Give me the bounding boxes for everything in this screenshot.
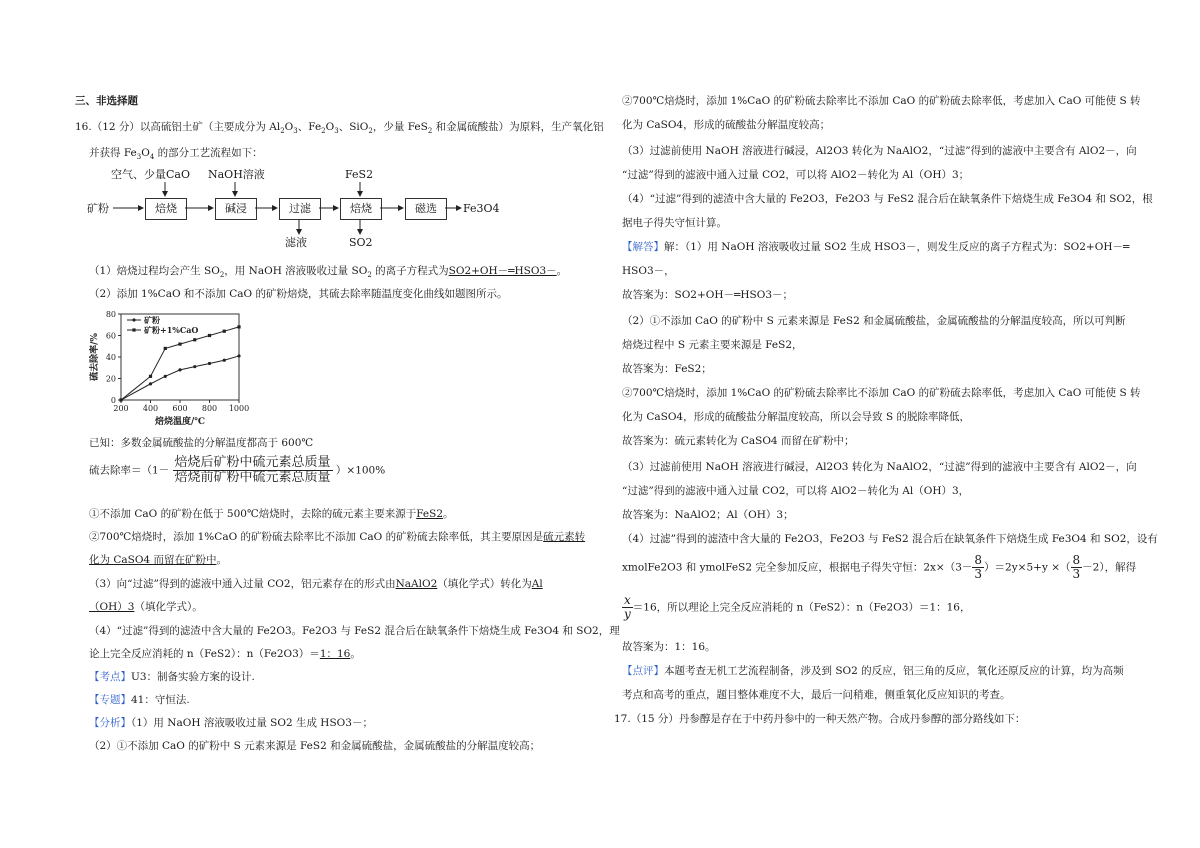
r-line-1: ②700℃焙烧时，添加 1%CaO 的矿粉硫去除率比不添加 CaO 的矿粉硫去除率低，考虑加入 CaO 可能使 S 转 xyxy=(622,95,1141,107)
r-line-7-text: 解：（1）用 NaOH 溶液吸收过量 SO2 生成 HSO3－，则发生反应的离子方程式为：SO2+OH－═ xyxy=(664,241,1130,253)
r-line-22: 故答案为：1：16。 xyxy=(622,641,716,653)
r-line-20 xyxy=(622,554,1136,581)
flow-box-magnetic: 磁选 xyxy=(405,198,447,220)
r-line-6: 据电子得失守恒计算。 xyxy=(622,217,727,229)
flow-output: Fe3O4 xyxy=(463,202,500,215)
q4-answer: 1：16 xyxy=(319,648,351,660)
flow-above-1: 空气、少量CaO xyxy=(111,168,190,181)
r-line-11: 焙烧过程中 S 元素主要来源是 FeS2， xyxy=(622,339,803,351)
r-line-9: 故答案为：SO2+OH－═HSO3－； xyxy=(622,289,794,301)
legend-marker xyxy=(132,328,135,331)
eq-fraction-1-den: 3 xyxy=(974,567,983,581)
data-point xyxy=(164,375,167,378)
r-line-20-a: xmolFe2O3 和 ymolFeS2 完全参加反应，根据电子得失守恒：2x×（3－ xyxy=(622,561,973,574)
r-line-12: 故答案为：FeS2； xyxy=(622,363,712,375)
q3-answer1: NaAlO2 xyxy=(395,578,438,590)
data-point xyxy=(193,338,196,341)
q16-part1: （1）焙烧过程均会产生 $SO_2$，用 NaOH 溶液吸收过量 $SO_2$ 的离子方程式为SO2+OH－═HSO3－。 xyxy=(89,265,568,280)
eq-fraction-2-num: 8 xyxy=(1072,553,1081,567)
fenxi-1: （1）用 NaOH 溶液吸收过量 SO2 生成 HSO3－； xyxy=(131,717,373,729)
q16-line1-b: O xyxy=(284,121,294,133)
xy-fraction-num: x xyxy=(624,593,631,607)
formula-prefix: 硫去除率＝（1－ xyxy=(89,464,170,477)
q16-line1-a: 16.（12 分）以高硫铝土矿（主要成分为 Al xyxy=(75,121,281,133)
r-line-13: ②700℃焙烧时，添加 1%CaO 的矿粉硫去除率比不添加 CaO 的矿粉硫去除率低，考虑加入 CaO 可能使 S 转 xyxy=(622,387,1141,399)
q1-text-b: ，用 NaOH 溶液吸收过量 SO xyxy=(224,265,368,277)
r-line-19: （4）过滤”得到的滤渣中含大量的 Fe2O3，Fe2O3 与 FeS2 混合后在缺氧条件下焙烧生成 Fe3O4 和 SO2，设有 xyxy=(622,533,1158,545)
y-tick-label: 20 xyxy=(105,374,116,384)
q4-text2: 论上完全反应消耗的 n（FeS2）：n（Fe2O3）＝ xyxy=(89,648,320,660)
q3-answer2: Al xyxy=(531,578,543,590)
legend-label-1: 矿粉+1%CaO xyxy=(144,325,199,335)
kaodian-text: U3：制备实验方案的设计. xyxy=(131,671,255,683)
r-line-2: 化为 CaSO4，形成的硫酸盐分解温度较高； xyxy=(622,119,831,131)
eq-fraction-2-den: 3 xyxy=(1072,567,1081,581)
flow-input: 矿粉 xyxy=(87,202,109,215)
kaodian xyxy=(89,670,255,684)
q2-1-text: ①不添加 CaO 的矿粉在低于 500℃焙烧时，去除的硫元素主要来源于 xyxy=(89,508,417,520)
x-tick-label: 800 xyxy=(201,404,218,413)
flow-above-3: FeS2 xyxy=(345,168,374,181)
x-axis-label: 焙烧温度/℃ xyxy=(154,417,206,426)
q2-1: ①不添加 CaO 的矿粉在低于 500℃焙烧时，去除的硫元素主要来源于FeS2。 xyxy=(89,508,454,520)
q3-text2: （填化学式）转化为 xyxy=(437,578,532,590)
section-heading: 三、非选择题 xyxy=(75,95,138,107)
data-point xyxy=(164,347,167,350)
r-line-23 xyxy=(622,664,1124,678)
flow-below-1: 滤液 xyxy=(285,236,307,249)
eq-fraction-1-num: 8 xyxy=(974,553,983,567)
q16-line2-a: 并获得 Fe xyxy=(89,147,137,159)
q16-part2: （2）添加 1%CaO 和不添加 CaO 的矿粉焙烧，其硫去除率随温度变化曲线如题图所示。 xyxy=(89,288,508,300)
flow-box-alkali: 碱浸 xyxy=(215,198,257,220)
formula xyxy=(89,456,385,485)
flow-above-2: NaOH溶液 xyxy=(208,168,265,181)
r-line-15: 故答案为：硫元素转化为 CaSO4 而留在矿粉中； xyxy=(622,435,855,447)
y-tick-label: 60 xyxy=(105,331,116,341)
q16-line2-b: 的部分工艺流程如下： xyxy=(154,147,263,159)
r-line-17: “过滤”得到的滤液中通入过量 CO2，可以将 AlO2－转化为 Al（OH）3， xyxy=(622,485,970,497)
data-point xyxy=(223,359,226,362)
data-point xyxy=(208,334,211,337)
r-line-20-b: ）＝2y×5+y ×（ xyxy=(984,561,1071,574)
q2-1-answer: FeS2 xyxy=(416,508,444,520)
q1-text-c: 的离子方程式为 xyxy=(371,265,449,277)
data-point xyxy=(237,354,240,357)
flow-arrows xyxy=(85,164,515,254)
q3-text3: （填化学式）。 xyxy=(134,601,203,613)
x-tick-label: 600 xyxy=(172,404,188,413)
legend-label-0: 矿粉 xyxy=(144,315,160,325)
q3 xyxy=(89,577,543,591)
fenxi xyxy=(89,716,373,730)
flow-box-filter: 过滤 xyxy=(279,198,321,220)
xy-fraction xyxy=(622,594,633,621)
data-point xyxy=(208,362,211,365)
q2-2-answer-b: 化为 CaSO4 而留在矿粉中 xyxy=(89,554,217,566)
q2-2-cont: 化为 CaSO4 而留在矿粉中。 xyxy=(89,554,227,566)
data-point xyxy=(149,375,152,378)
q3-cont xyxy=(89,600,203,614)
q4: （4）“过滤”得到的滤渣中含大量的 Fe2O3。Fe2O3 与 FeS2 混合后在缺氧条件下焙烧生成 Fe3O4 和 SO2，理 xyxy=(89,625,620,637)
y-tick-label: 0 xyxy=(110,396,116,405)
r-line-14: 化为 CaSO4，形成的硫酸盐分解温度较高，所以会导致 S 的脱除率降低， xyxy=(622,411,970,423)
r-line-10: （2）①不添加 CaO 的矿粉中 S 元素来源是 FeS2 和金属硫酸盐，金属硫酸盐的分解温度较高，所以可判断 xyxy=(622,315,1126,327)
process-flow-diagram xyxy=(85,164,515,254)
x-tick-label: 1000 xyxy=(228,404,250,413)
q2-2-text: ②700℃焙烧时，添加 1%CaO 的矿粉硫去除率比不添加 CaO 的矿粉硫去除率低，其主要原因是 xyxy=(89,531,544,543)
y-tick-label: 40 xyxy=(105,353,116,362)
r-line-16: （3）过滤前使用 NaOH 溶液进行碱浸，Al2O3 转化为 NaAlO2，“过滤”得到的滤液中主要含有 AlO2－，向 xyxy=(622,461,1137,473)
formula-fraction xyxy=(173,456,333,485)
data-point xyxy=(119,398,122,401)
known-note: 已知：多数金属硫酸盐的分解温度都高于 600℃ xyxy=(89,437,314,449)
r-line-8: HSO3－， xyxy=(622,265,675,277)
r-line-21 xyxy=(622,594,971,621)
sulfur-removal-chart xyxy=(83,306,253,426)
zhuanti xyxy=(89,693,190,707)
fenxi-tag: 【分析】 xyxy=(89,717,131,729)
zhuanti-tag: 【专题】 xyxy=(89,694,131,706)
data-point xyxy=(178,343,181,346)
fenxi-2: （2）①不添加 CaO 的矿粉中 S 元素来源是 FeS2 和金属硫酸盐，金属硫酸盐的分解温度较高； xyxy=(89,740,541,752)
data-point xyxy=(237,325,240,328)
r-line-3: （3）过滤前使用 NaOH 溶液进行碱浸，Al2O3 转化为 NaAlO2，“过滤”得到的滤液中主要含有 AlO2－，向 xyxy=(622,145,1137,157)
y-tick-label: 80 xyxy=(105,310,116,319)
r-line-18: 故答案为：NaAlO2；Al（OH）3； xyxy=(622,509,794,521)
q16-line1: 16.（12 分）以高硫铝土矿（主要成分为 $Al_2O_3$、$Fe_2O_3$、SiO$_2$，少量 FeS$_2$ 和金属硫酸盐）为原料，生产氧化铝 xyxy=(75,121,604,136)
zhuanti-text: 41：守恒法. xyxy=(131,694,190,706)
r-line-5: （4）“过滤”得到的滤渣中含大量的 Fe2O3，Fe2O3 与 FeS2 混合后在缺氧条件下焙烧生成 Fe3O4 和 SO2，根 xyxy=(622,193,1153,205)
q16-line1-f: 和金属硫酸盐）为原料，生产氧化铝 xyxy=(432,121,604,133)
kaodian-tag: 【考点】 xyxy=(89,671,131,683)
data-point xyxy=(223,330,226,333)
q16-line1-c: 、Fe xyxy=(297,121,322,133)
dianping-tag: 【点评】 xyxy=(622,665,664,677)
formula-denominator: 焙烧前矿粉中硫元素总质量 xyxy=(174,470,331,485)
q3-text: （3）向“过滤”得到的滤液中通入过量 CO2，铝元素存在的形式由 xyxy=(89,578,396,590)
x-tick-label: 400 xyxy=(142,404,159,413)
q16-line2: 并获得 $Fe_3O_4$ 的部分工艺流程如下： xyxy=(89,147,263,162)
q4-cont: 论上完全反应消耗的 n（FeS2）：n（Fe2O3）＝1：16。 xyxy=(89,648,361,660)
q1-text-a: （1）焙烧过程均会产生 SO xyxy=(89,265,220,277)
r-line-24: 考点和高考的重点，题目整体难度不大，最后一问稍难，侧重氧化反应知识的考查。 xyxy=(622,689,1011,701)
formula-suffix: ）×100% xyxy=(335,464,386,477)
flow-box-roast-1: 焙烧 xyxy=(145,198,187,220)
q2-2-answer-a: 硫元素转 xyxy=(543,531,586,543)
data-point xyxy=(193,365,196,368)
eq-fraction-1 xyxy=(972,554,984,581)
r-line-7 xyxy=(622,240,1129,254)
r-line-21-text: ＝16，所以理论上完全反应消耗的 n（FeS2）：n（Fe2O3）＝1：16， xyxy=(632,601,971,614)
q16-line1-e: ，少量 FeS xyxy=(372,121,428,133)
flow-box-roast-2: 焙烧 xyxy=(340,198,382,220)
q3-answer2b: （OH）3 xyxy=(89,601,135,613)
q16-line1-d: 、SiO xyxy=(338,121,369,133)
data-point xyxy=(149,382,152,385)
flow-below-2: SO2 xyxy=(349,236,373,249)
r-line-20-c: －2），解得 xyxy=(1082,561,1137,574)
q1-answer: SO2+OH－═HSO3－ xyxy=(448,265,557,277)
eq-fraction-2 xyxy=(1071,554,1083,581)
data-point xyxy=(178,368,181,371)
y-axis-label: 硫去除率/% xyxy=(90,333,100,381)
xy-fraction-den: y xyxy=(624,607,631,621)
q2-2 xyxy=(89,530,585,544)
r-line-4: “过滤”得到的滤液中通入过量 CO2，可以将 AlO2－转化为 Al（OH）3； xyxy=(622,169,970,181)
x-tick-label: 200 xyxy=(113,404,129,413)
jieda-tag: 【解答】 xyxy=(622,241,664,253)
legend-marker xyxy=(132,318,135,321)
q17-intro: 17.（15 分）丹参醇是存在于中药丹参中的一种天然产物。合成丹参醇的部分路线如下： xyxy=(614,713,1026,725)
formula-numerator: 焙烧后矿粉中硫元素总质量 xyxy=(174,455,331,470)
r-line-23-text: 本题考查无机工艺流程制备，涉及到 SO2 的反应，铝三角的反应，氧化还原反应的计算，均为高频 xyxy=(664,665,1124,677)
